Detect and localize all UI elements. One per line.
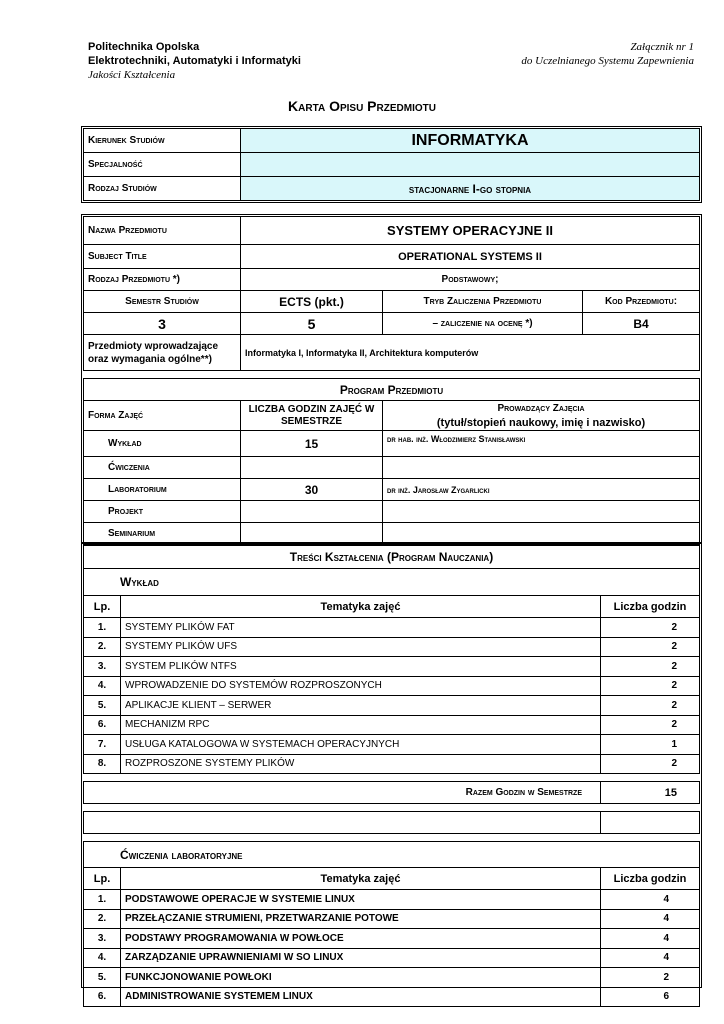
lecture-total-value: 15 — [601, 782, 700, 804]
lecture-col-lp: Lp. — [84, 596, 121, 618]
lecture-topic: MECHANIZM RPC — [121, 715, 601, 735]
study-type-label: Rodzaj Studiów — [84, 177, 241, 201]
subject-kind-label: Rodzaj Przedmiotu *) — [84, 269, 241, 291]
lab-lp: 4. — [84, 948, 121, 968]
subject-name-label: Nazwa Przedmiotu — [84, 217, 241, 245]
prereq-label: Przedmioty wprowadzające oraz wymagania ogólne**) — [84, 335, 241, 371]
spacer — [84, 834, 700, 842]
mode-value: – zaliczenie na ocenę *) — [383, 313, 583, 335]
ects-value: 5 — [241, 313, 383, 335]
lab-col-topic: Tematyka zajęć — [121, 868, 601, 890]
lecture-topic: SYSTEMY PLIKÓW FAT — [121, 618, 601, 638]
lab-lp: 6. — [84, 987, 121, 1007]
code-value: B4 — [583, 313, 700, 335]
lecturer-project — [383, 501, 700, 523]
spacer — [84, 774, 700, 782]
lecture-topic: SYSTEMY PLIKÓW UFS — [121, 637, 601, 657]
lab-lp: 3. — [84, 929, 121, 949]
annex-subtitle: do Uczelnianego Systemu Zapewnienia — [521, 55, 694, 67]
lab-lp: 1. — [84, 890, 121, 910]
form-laboratory: Laboratorium — [84, 479, 241, 501]
lecture-topic: WPROWADZENIE DO SYSTEMÓW ROZPROSZONYCH — [121, 676, 601, 696]
lecture-hours: 2 — [601, 657, 700, 677]
lecturer-header — [383, 401, 700, 431]
lecture-col-topic: Tematyka zajęć — [121, 596, 601, 618]
lecturer-lecture: dr hab. inż. Włodzimierz Stanisławski — [383, 431, 700, 457]
subject-kind-value: Podstawowy; — [241, 269, 700, 291]
lab-topic: PODSTAWY PROGRAMOWANIA W POWŁOCE — [121, 929, 601, 949]
mode-label: Tryb Zaliczenia Przedmiotu — [383, 291, 583, 313]
lecture-lp: 8. — [84, 754, 121, 774]
lab-hours: 6 — [601, 987, 700, 1007]
lab-section-title: Ćwiczenia laboratoryjne — [84, 842, 700, 868]
lecture-lp: 5. — [84, 696, 121, 716]
lab-topic: PODSTAWOWE OPERACJE W SYSTEMIE LINUX — [121, 890, 601, 910]
lecture-lp: 2. — [84, 637, 121, 657]
lecturer-seminar — [383, 523, 700, 545]
lab-topic: PRZEŁĄCZANIE STRUMIENI, PRZETWARZANIE POTOWE — [121, 909, 601, 929]
lecturer-exercises — [383, 457, 700, 479]
form-label: Forma Zajęć — [84, 401, 241, 431]
lecture-lp: 7. — [84, 735, 121, 755]
lab-col-lp: Lp. — [84, 868, 121, 890]
content-table — [83, 545, 700, 1007]
semester-label: Semestr Studiów — [84, 291, 241, 313]
hours-lecture: 15 — [241, 431, 383, 457]
hours-project — [241, 501, 383, 523]
subject-title-label: Subject Title — [84, 245, 241, 269]
lab-lp: 5. — [84, 968, 121, 988]
lab-hours: 2 — [601, 968, 700, 988]
specialty-value — [241, 153, 700, 177]
lecture-topic: SYSTEM PLIKÓW NTFS — [121, 657, 601, 677]
lab-lp: 2. — [84, 909, 121, 929]
specialty-label: Specjalność — [84, 153, 241, 177]
lecture-hours: 2 — [601, 637, 700, 657]
page-title: Karta Opisu Przedmiotu — [288, 98, 436, 114]
lecture-lp: 3. — [84, 657, 121, 677]
lab-hours: 4 — [601, 948, 700, 968]
lab-topic: ZARZĄDZANIE UPRAWNIENIAMI W SO LINUX — [121, 948, 601, 968]
hours-seminar — [241, 523, 383, 545]
empty-row — [84, 812, 601, 834]
lecture-topic: ROZPROSZONE SYSTEMY PLIKÓW — [121, 754, 601, 774]
program-title: Program Przedmiotu — [84, 379, 700, 401]
lab-hours: 4 — [601, 929, 700, 949]
prereq-value: Informatyka I, Informatyka II, Architektura komputerów — [241, 335, 700, 371]
lecture-hours: 2 — [601, 715, 700, 735]
form-lecture: Wykład — [84, 431, 241, 457]
lecture-hours: 2 — [601, 754, 700, 774]
spacer — [84, 371, 700, 379]
lecture-total-label: Razem Godzin w Semestrze — [84, 782, 601, 804]
lecture-topic: USŁUGA KATALOGOWA W SYSTEMACH OPERACYJNYCH — [121, 735, 601, 755]
form-exercises: Ćwiczenia — [84, 457, 241, 479]
form-project: Projekt — [84, 501, 241, 523]
lab-topic: FUNKCJONOWANIE POWŁOKI — [121, 968, 601, 988]
content-title: Treści Kształcenia (Program Nauczania) — [84, 546, 700, 569]
empty-cell — [601, 812, 700, 834]
semester-value: 3 — [84, 313, 241, 335]
faculty-name: Elektrotechniki, Automatyki i Informatyki — [88, 55, 301, 67]
subject-table — [83, 216, 700, 545]
lecture-lp: 4. — [84, 676, 121, 696]
spacer — [84, 804, 700, 812]
ects-label: ECTS (pkt.) — [241, 291, 383, 313]
lecturer-laboratory: dr inż. Jarosław Zygarlicki — [383, 479, 700, 501]
hours-laboratory: 30 — [241, 479, 383, 501]
university-name: Politechnika Opolska — [88, 41, 200, 53]
lecture-col-hours: Liczba godzin — [601, 596, 700, 618]
lecture-hours: 2 — [601, 676, 700, 696]
lecture-section-title: Wykład — [84, 569, 700, 596]
lecture-hours: 1 — [601, 735, 700, 755]
lecturer-label: Prowadzący Zajęcia — [497, 402, 585, 414]
subject-name-value: SYSTEMY OPERACYJNE II — [241, 217, 700, 245]
subject-title-value: OPERATIONAL SYSTEMS II — [241, 245, 700, 269]
lecturer-sublabel: (tytuł/stopień naukowy, imię i nazwisko) — [436, 416, 646, 429]
direction-label: Kierunek Studiów — [84, 129, 241, 153]
code-label: Kod Przedmiotu: — [583, 291, 700, 313]
lab-col-hours: Liczba godzin — [601, 868, 700, 890]
lecture-hours: 2 — [601, 696, 700, 716]
annex-title: Załącznik nr 1 — [630, 41, 694, 53]
hours-label: LICZBA GODZIN ZAJĘĆ W SEMESTRZE — [241, 401, 383, 431]
header-right — [521, 40, 694, 68]
lecture-lp: 6. — [84, 715, 121, 735]
lab-hours: 4 — [601, 909, 700, 929]
quality-text: Jakości Kształcenia — [88, 69, 176, 81]
lab-topic: ADMINISTROWANIE SYSTEMEM LINUX — [121, 987, 601, 1007]
form-seminar: Seminarium — [84, 523, 241, 545]
lecture-hours: 2 — [601, 618, 700, 638]
lab-hours: 4 — [601, 890, 700, 910]
study-table — [83, 128, 700, 201]
study-type-value: stacjonarne I-go stopnia — [241, 177, 700, 201]
hours-exercises — [241, 457, 383, 479]
lecture-topic: APLIKACJE KLIENT – SERWER — [121, 696, 601, 716]
direction-value: INFORMATYKA — [241, 129, 700, 153]
lecture-lp: 1. — [84, 618, 121, 638]
header-left — [88, 40, 301, 82]
